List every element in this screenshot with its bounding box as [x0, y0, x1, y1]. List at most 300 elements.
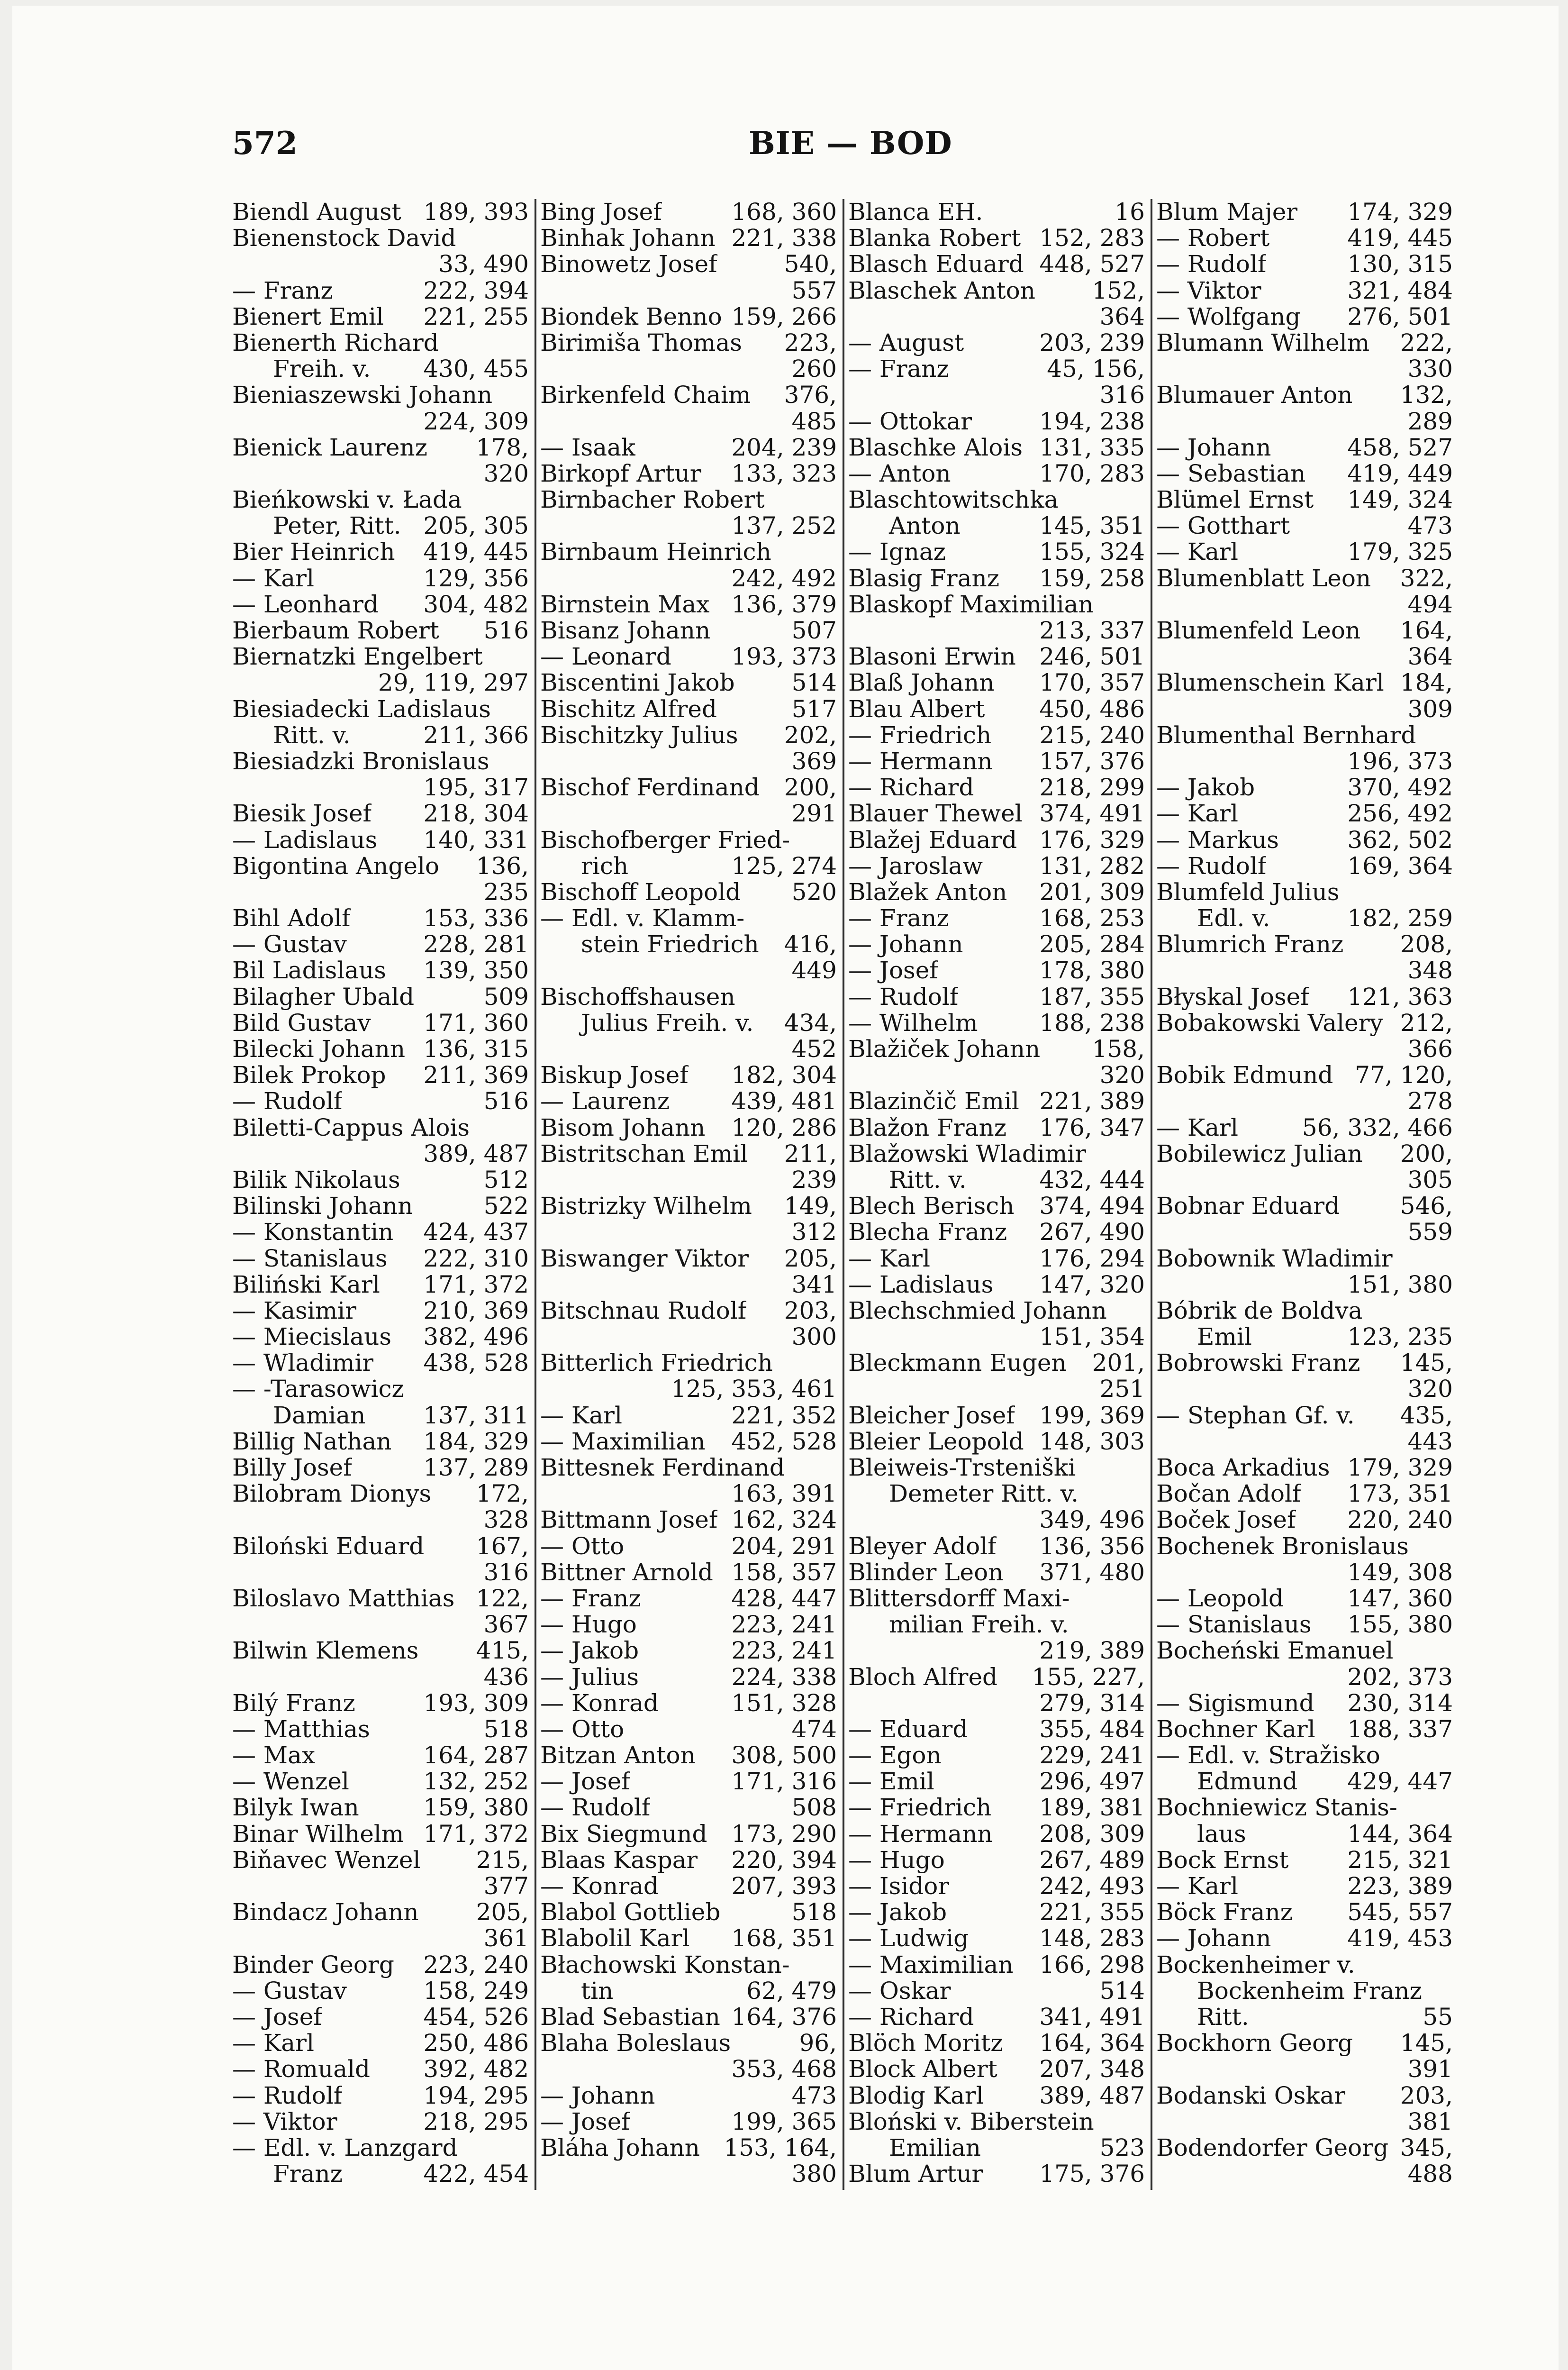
index-entry: [540, 565, 837, 592]
entry-name: Binhak Johann: [540, 225, 716, 252]
entry-pages: 377: [483, 1873, 529, 1900]
index-entry: [540, 1376, 837, 1402]
entry-name: Blauer Thewel: [848, 801, 1023, 827]
entry-pages: 374, 491: [1039, 801, 1145, 827]
index-entry: [540, 487, 837, 513]
entry-pages: 348: [1407, 957, 1453, 984]
index-entry: [1156, 984, 1453, 1010]
entry-name: — Eduard: [848, 1716, 968, 1743]
entry-name: — Josef: [232, 2004, 322, 2031]
entry-pages: 151, 354: [1039, 1324, 1145, 1350]
index-entry: [848, 2135, 1145, 2161]
index-entry: [1156, 1664, 1453, 1690]
entry-pages: 168, 351: [731, 1925, 837, 1952]
index-entry: [1156, 696, 1453, 722]
entry-pages: 229, 241: [1039, 1742, 1145, 1769]
entry-name: Billy Josef: [232, 1455, 352, 1481]
index-entry: [848, 1638, 1145, 1664]
entry-pages: 188, 238: [1039, 1010, 1145, 1036]
index-entry: [848, 356, 1145, 382]
entry-pages: 211, 369: [423, 1062, 529, 1089]
entry-name: Boček Josef: [1156, 1507, 1296, 1533]
entry-name: — Hugo: [540, 1612, 637, 1638]
index-entry: [1156, 1167, 1453, 1193]
index-entry: [540, 1978, 837, 2004]
entry-pages: 202, 373: [1347, 1664, 1453, 1690]
index-entry: [540, 2161, 837, 2187]
entry-name: Bier Heinrich: [232, 539, 395, 565]
index-entry: [232, 1062, 529, 1088]
index-entry: [540, 1429, 837, 1455]
entry-pages: 170, 357: [1039, 670, 1145, 696]
entry-pages: 194, 238: [1039, 408, 1145, 435]
entry-pages: 167,: [476, 1533, 529, 1559]
entry-pages: 422, 454: [423, 2161, 529, 2188]
entry-name: Bittner Arnold: [540, 1559, 713, 1586]
entry-pages: 189, 381: [1039, 1795, 1145, 1821]
entry-name: Bláha Johann: [540, 2134, 700, 2161]
entry-name: — Jakob: [1156, 775, 1255, 801]
index-entry: [1156, 957, 1453, 984]
index-entry: [1156, 2135, 1453, 2161]
entry-pages: 320: [1407, 1376, 1453, 1403]
entry-name: Blaskopf Maximilian: [848, 591, 1094, 618]
entry-name: — Gustav: [232, 931, 347, 958]
index-entry: [1156, 1507, 1453, 1533]
entry-name: — Emil: [848, 1768, 934, 1795]
entry-pages: 184, 329: [423, 1428, 529, 1455]
entry-pages: 439, 481: [731, 1088, 837, 1115]
index-entry: [540, 251, 837, 277]
entry-pages: 434,: [784, 1010, 837, 1036]
entry-name: — Karl: [232, 2030, 314, 2057]
index-entry: [848, 644, 1145, 670]
entry-name: — Viktor: [232, 2108, 337, 2135]
entry-pages: 122,: [476, 1585, 529, 1612]
entry-pages: 139, 350: [423, 957, 529, 984]
entry-pages: 171, 360: [423, 1010, 529, 1036]
column-rule: [535, 199, 536, 2190]
entry-pages: 291: [791, 801, 837, 827]
index-entry: [540, 1324, 837, 1350]
entry-pages: 415,: [476, 1638, 529, 1664]
index-entry: [540, 409, 837, 435]
entry-pages: 330: [1407, 356, 1453, 383]
entry-pages: 246, 501: [1039, 644, 1145, 670]
index-entry: [848, 1403, 1145, 1429]
index-entry: [540, 1246, 837, 1272]
index-entry: [848, 513, 1145, 539]
entry-name: Bobik Edmund: [1156, 1062, 1333, 1089]
entry-pages: 367: [483, 1612, 529, 1638]
entry-pages: 171, 372: [423, 1821, 529, 1847]
index-entry: [1156, 1978, 1453, 2004]
entry-pages: 514: [791, 670, 837, 696]
index-entry: [848, 382, 1145, 408]
index-entry: [1156, 2004, 1453, 2030]
index-entry: [540, 2083, 837, 2109]
entry-pages: 199, 365: [731, 2108, 837, 2135]
index-entry: [848, 1481, 1145, 1507]
entry-pages: 148, 283: [1039, 1925, 1145, 1952]
index-entry: [848, 618, 1145, 644]
index-entry: [540, 278, 837, 304]
entry-name: — Josef: [540, 1768, 630, 1795]
index-entry: [232, 618, 529, 644]
entry-pages: 516: [483, 1088, 529, 1115]
entry-name: Blecha Franz: [848, 1219, 1007, 1246]
entry-name: Blasoni Erwin: [848, 644, 1016, 670]
index-entry: [1156, 278, 1453, 304]
index-column-3: [848, 199, 1145, 2187]
entry-pages: 205,: [476, 1899, 529, 1926]
index-entry: [848, 1010, 1145, 1036]
index-entry: [540, 1115, 837, 1141]
index-entry: [232, 1141, 529, 1167]
entry-pages: 391: [1407, 2056, 1453, 2083]
index-entry: [1156, 592, 1453, 618]
entry-pages: 182, 304: [731, 1062, 837, 1089]
entry-pages: 164, 364: [1039, 2030, 1145, 2057]
index-entry: [1156, 409, 1453, 435]
entry-pages: 362, 502: [1347, 827, 1453, 853]
entry-name: milian Freih. v.: [889, 1612, 1069, 1638]
index-entry: [1156, 461, 1453, 487]
entry-name: Boca Arkadius: [1156, 1455, 1330, 1481]
entry-name: Blumauer Anton: [1156, 382, 1353, 409]
index-column-1: [232, 199, 529, 2187]
index-entry: [848, 1978, 1145, 2004]
index-entry: [232, 1664, 529, 1690]
entry-name: — Stanislaus: [232, 1245, 388, 1272]
entry-name: Blaschek Anton: [848, 277, 1035, 304]
entry-pages: 159, 266: [731, 303, 837, 330]
entry-pages: 203,: [784, 1297, 837, 1324]
entry-pages: 361: [483, 1925, 529, 1952]
entry-pages: 179, 329: [1347, 1455, 1453, 1481]
entry-pages: 230, 314: [1347, 1690, 1453, 1716]
entry-name: Bočan Adolf: [1156, 1481, 1301, 1507]
entry-name: — Otto: [540, 1533, 625, 1559]
entry-name: Biendl August: [232, 199, 401, 226]
entry-name: — Josef: [540, 2108, 630, 2135]
index-entry: [848, 2161, 1145, 2187]
entry-pages: 205, 284: [1039, 931, 1145, 958]
entry-name: Ritt.: [1197, 2004, 1249, 2031]
index-entry: [848, 801, 1145, 827]
entry-name: Bigontina Angelo: [232, 853, 440, 879]
index-entry: [1156, 1272, 1453, 1298]
entry-pages: 374, 494: [1039, 1193, 1145, 1220]
index-entry: [848, 2056, 1145, 2082]
entry-name: Biloński Eduard: [232, 1533, 425, 1559]
entry-pages: 224, 338: [731, 1664, 837, 1690]
entry-pages: 300: [791, 1324, 837, 1350]
index-entry: [540, 670, 837, 696]
entry-name: — Otto: [540, 1716, 625, 1743]
index-entry: [848, 1899, 1145, 1925]
entry-pages: 518: [483, 1716, 529, 1743]
entry-name: — Karl: [1156, 1114, 1238, 1141]
entry-pages: 169, 364: [1347, 853, 1453, 879]
index-entry: [848, 722, 1145, 748]
entry-name: Blodig Karl: [848, 2082, 984, 2109]
index-entry: [540, 2109, 837, 2135]
index-entry: [1156, 1481, 1453, 1507]
entry-pages: 132, 252: [423, 1768, 529, 1795]
entry-pages: 220, 240: [1347, 1507, 1453, 1533]
index-entry: [1156, 487, 1453, 513]
entry-pages: 223, 241: [731, 1612, 837, 1638]
entry-pages: 296, 497: [1039, 1768, 1145, 1795]
entry-pages: 149, 308: [1347, 1559, 1453, 1586]
column-rule: [843, 199, 844, 2190]
column-rule: [1151, 199, 1152, 2190]
entry-name: Błachowski Konstan-: [540, 1951, 790, 1978]
index-entry: [540, 957, 837, 984]
index-entry: [1156, 356, 1453, 382]
entry-name: — Konrad: [540, 1690, 659, 1716]
entry-name: Freih. v.: [273, 356, 371, 383]
entry-name: — Karl: [848, 1245, 930, 1272]
entry-name: Bischof Ferdinand: [540, 775, 760, 801]
entry-pages: 305: [1407, 1167, 1453, 1194]
index-entry: [1156, 1952, 1453, 1978]
index-entry: [848, 1507, 1145, 1533]
entry-pages: 179, 325: [1347, 539, 1453, 565]
entry-name: Bistritschan Emil: [540, 1140, 748, 1167]
entry-name: — Leopold: [1156, 1585, 1284, 1612]
entry-name: Bienick Laurenz: [232, 434, 427, 461]
index-entry: [232, 2109, 529, 2135]
index-entry: [232, 1716, 529, 1742]
entry-name: Bobownik Wladimir: [1156, 1245, 1393, 1272]
index-entry: [232, 1586, 529, 1612]
index-entry: [1156, 539, 1453, 565]
entry-name: Bitterlich Friedrich: [540, 1350, 773, 1376]
entry-name: Biskup Josef: [540, 1062, 689, 1089]
index-entry: [232, 1010, 529, 1036]
entry-name: Blumenblatt Leon: [1156, 565, 1371, 592]
entry-pages: 448, 527: [1039, 251, 1145, 278]
entry-name: — Johann: [1156, 434, 1271, 461]
entry-pages: 520: [791, 879, 837, 906]
entry-name: Blažon Franz: [848, 1114, 1007, 1141]
entry-name: Binder Georg: [232, 1951, 394, 1978]
entry-pages: 208,: [1400, 931, 1453, 958]
running-head: BIE — BOD: [749, 125, 952, 162]
entry-pages: 168, 253: [1039, 905, 1145, 932]
entry-name: Bock Ernst: [1156, 1847, 1289, 1873]
index-entry: [848, 2083, 1145, 2109]
entry-pages: 221, 255: [423, 303, 529, 330]
index-entry: [1156, 2056, 1453, 2082]
entry-pages: 239: [791, 1167, 837, 1194]
entry-name: — -Tarasowicz: [232, 1376, 404, 1403]
index-entry: [232, 409, 529, 435]
index-entry: [1156, 1088, 1453, 1114]
entry-name: Bleier Leopold: [848, 1428, 1024, 1455]
entry-name: Blaschtowitschka: [848, 487, 1059, 513]
entry-name: — Laurenz: [540, 1088, 670, 1115]
index-entry: [232, 1219, 529, 1245]
entry-pages: 155, 227,: [1032, 1664, 1145, 1690]
entry-name: Blum Majer: [1156, 199, 1298, 226]
entry-name: — Franz: [848, 356, 949, 383]
entry-name: Block Albert: [848, 2056, 997, 2083]
index-entry: [1156, 1429, 1453, 1455]
index-entry: [540, 1533, 837, 1559]
index-entry: [1156, 1586, 1453, 1612]
entry-name: Bocheński Emanuel: [1156, 1638, 1394, 1664]
entry-name: Blinder Leon: [848, 1559, 1004, 1586]
entry-name: — Wilhelm: [848, 1010, 978, 1036]
index-entry: [1156, 1612, 1453, 1638]
entry-pages: 228, 281: [423, 931, 529, 958]
index-entry: [1156, 1455, 1453, 1481]
entry-pages: 507: [791, 618, 837, 644]
index-entry: [232, 513, 529, 539]
index-entry: [848, 592, 1145, 618]
entry-pages: 223, 240: [423, 1951, 529, 1978]
entry-name: — Egon: [848, 1742, 942, 1769]
index-entry: [232, 1638, 529, 1664]
entry-pages: 194, 295: [423, 2082, 529, 2109]
index-entry: [848, 957, 1145, 984]
index-entry: [232, 1847, 529, 1873]
entry-pages: 321, 484: [1347, 277, 1453, 304]
entry-name: Bischofberger Fried-: [540, 827, 790, 853]
entry-name: Blumann Wilhelm: [1156, 329, 1370, 356]
index-entry: [848, 565, 1145, 592]
index-entry: [1156, 1376, 1453, 1402]
index-entry: [232, 1742, 529, 1768]
entry-pages: 279, 314: [1039, 1690, 1145, 1716]
entry-pages: 184,: [1400, 670, 1453, 696]
entry-pages: 309: [1407, 696, 1453, 722]
entry-pages: 419, 453: [1347, 1925, 1453, 1952]
entry-name: Błyskal Josef: [1156, 984, 1309, 1010]
index-entry: [848, 199, 1145, 225]
index-entry: [1156, 513, 1453, 539]
entry-pages: 355, 484: [1039, 1716, 1145, 1743]
entry-name: Bloński v. Biberstein: [848, 2108, 1094, 2135]
entry-name: Biletti-Cappus Alois: [232, 1114, 470, 1141]
index-entry: [848, 539, 1145, 565]
entry-pages: 221, 338: [731, 225, 837, 252]
index-entry: [540, 879, 837, 905]
entry-pages: 168, 360: [731, 199, 837, 226]
entry-name: — Robert: [1156, 225, 1270, 252]
entry-pages: 162, 324: [731, 1507, 837, 1533]
entry-name: Bischoff Leopold: [540, 879, 741, 906]
entry-name: Blümel Ernst: [1156, 487, 1314, 513]
entry-name: — Johann: [540, 2082, 655, 2109]
entry-pages: 494: [1407, 591, 1453, 618]
index-entry: [1156, 1638, 1453, 1664]
index-entry: [848, 1324, 1145, 1350]
index-entry: [232, 984, 529, 1010]
index-entry: [540, 1193, 837, 1219]
entry-pages: 308, 500: [731, 1742, 837, 1769]
entry-name: Bobnar Eduard: [1156, 1193, 1340, 1220]
entry-name: Emilian: [889, 2134, 981, 2161]
index-entry: [1156, 2030, 1453, 2056]
entry-name: Blumfeld Julius: [1156, 879, 1340, 906]
index-entry: [540, 382, 837, 408]
index-entry: [1156, 1246, 1453, 1272]
index-entry: [1156, 1716, 1453, 1742]
index-entry: [540, 1664, 837, 1690]
entry-name: Bindacz Johann: [232, 1899, 419, 1926]
entry-pages: 45, 156,: [1047, 356, 1145, 383]
index-entry: [232, 1298, 529, 1324]
index-entry: [848, 1821, 1145, 1847]
index-entry: [232, 670, 529, 696]
entry-name: Binowetz Josef: [540, 251, 717, 278]
index-entry: [540, 1716, 837, 1742]
entry-name: Blazinčič Emil: [848, 1088, 1019, 1115]
entry-pages: 137, 289: [423, 1455, 529, 1481]
index-entry: [232, 487, 529, 513]
entry-pages: 474: [791, 1716, 837, 1743]
entry-pages: 182, 259: [1347, 905, 1453, 932]
index-entry: [232, 1455, 529, 1481]
entry-pages: 341: [791, 1271, 837, 1298]
index-entry: [540, 1612, 837, 1638]
index-entry: [848, 461, 1145, 487]
entry-pages: 166, 298: [1039, 1951, 1145, 1978]
index-entry: [540, 1952, 837, 1978]
index-entry: [540, 539, 837, 565]
index-entry: [848, 1533, 1145, 1559]
index-entry: [232, 1376, 529, 1402]
index-entry: [848, 2030, 1145, 2056]
entry-pages: 452, 528: [731, 1428, 837, 1455]
entry-name: — Franz: [848, 905, 949, 932]
entry-pages: 235: [483, 879, 529, 906]
entry-name: Bockenheim Franz: [1197, 1978, 1422, 2004]
entry-name: Biesiadzki Bronislaus: [232, 748, 489, 775]
index-entry: [540, 1586, 837, 1612]
entry-pages: 213, 337: [1039, 618, 1145, 644]
entry-name: — Gustav: [232, 1978, 347, 2004]
index-entry: [540, 1455, 837, 1481]
entry-name: Bleyer Adolf: [848, 1533, 997, 1559]
index-entry: [1156, 1925, 1453, 1951]
entry-name: Bilik Nikolaus: [232, 1167, 400, 1194]
entry-pages: 203,: [1400, 2082, 1453, 2109]
entry-pages: 215,: [476, 1847, 529, 1873]
entry-name: — Leonard: [540, 644, 671, 670]
index-entry: [1156, 2083, 1453, 2109]
entry-pages: 353, 468: [731, 2056, 837, 2083]
index-entry: [540, 1088, 837, 1114]
entry-pages: 174, 329: [1347, 199, 1453, 226]
entry-pages: 125, 274: [731, 853, 837, 879]
entry-pages: 251: [1099, 1376, 1145, 1403]
index-entry: [540, 2135, 837, 2161]
entry-pages: 381: [1407, 2108, 1453, 2135]
entry-name: Blumenthal Bernhard: [1156, 722, 1416, 748]
index-entry: [848, 435, 1145, 461]
index-entry: [848, 1062, 1145, 1088]
index-entry: [232, 1821, 529, 1847]
index-entry: [1156, 644, 1453, 670]
entry-pages: 163, 391: [731, 1481, 837, 1507]
index-entry: [232, 931, 529, 957]
entry-pages: 199, 369: [1039, 1402, 1145, 1429]
